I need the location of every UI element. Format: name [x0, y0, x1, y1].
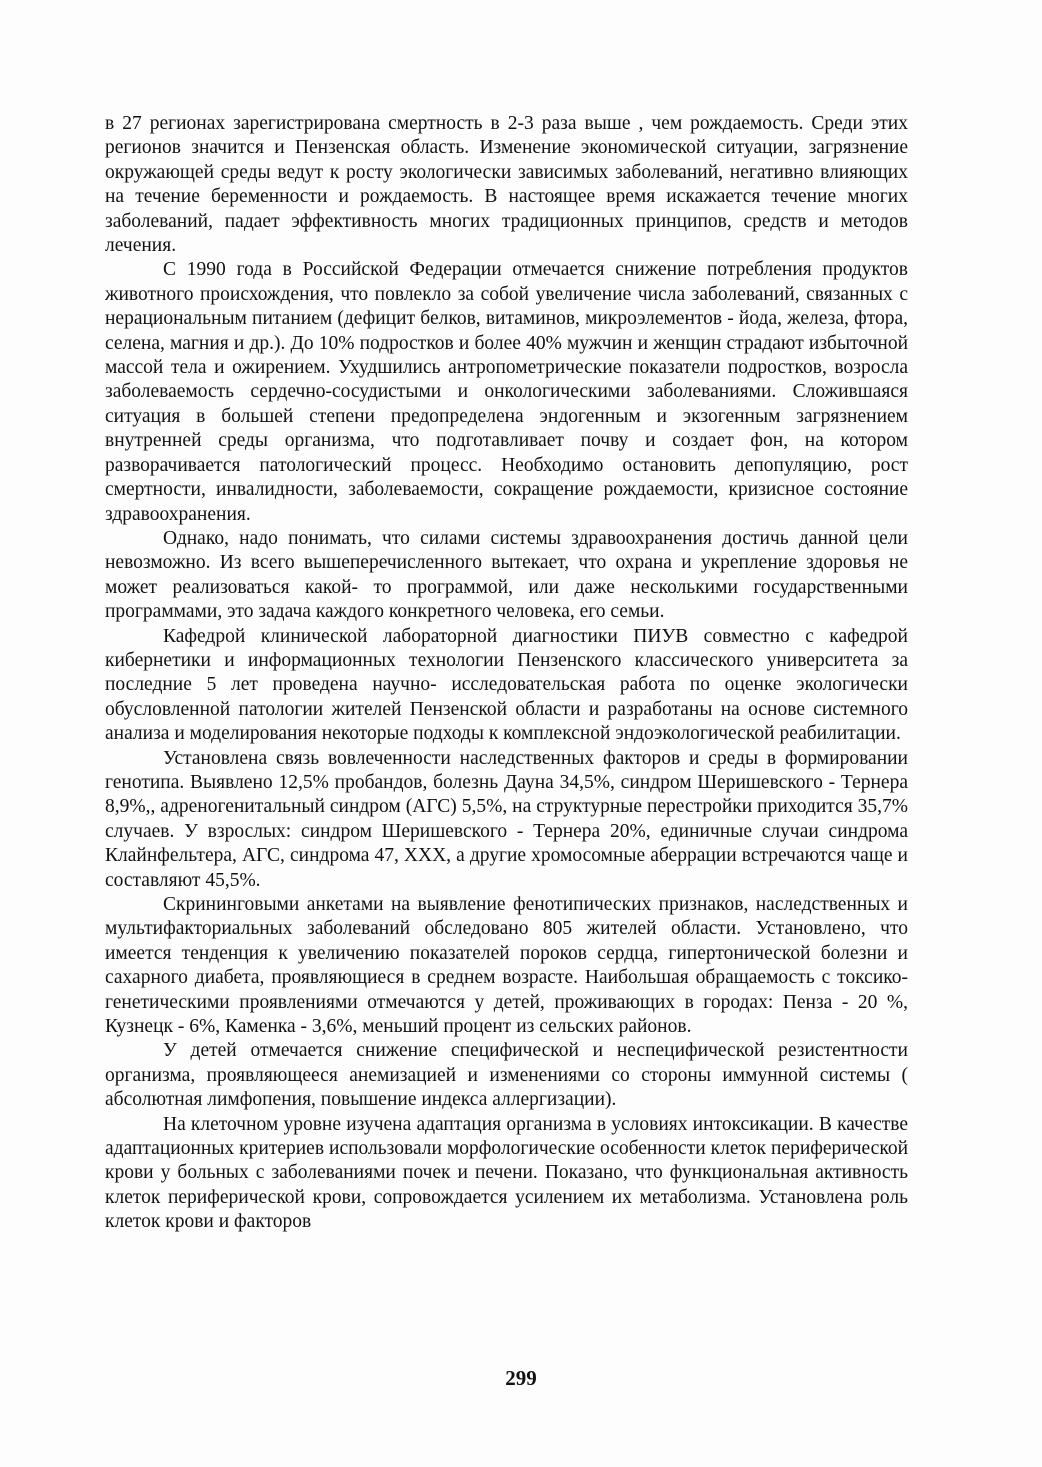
body-text	[105, 112, 908, 1235]
page-number: 299	[505, 1366, 537, 1390]
paragraph-research: Кафедрой клинической лабораторной диагностики ПИУВ совместно с кафедрой кибернетики и информационных технологии Пензенского классического университета за последние 5 лет проведена научно- исследовательская работа по оценке экологически обусловленной патологии жителей Пензенской области и разработаны на основе системного анализа и моделирования некоторые подходы к комплексной эндоэкологической реабилитации.	[105, 625, 908, 745]
paragraph-cellular-adaptation: На клеточном уровне изучена адаптация организма в условиях интоксикации. В качестве адаптационных критериев использовали морфологические особенности клеток периферической крови у больных с заболеваниями почек и печени. Показано, что функциональная активность клеток периферической крови, сопровождается усилением их метаболизма. Установлена роль клеток крови и факторов	[105, 1113, 908, 1233]
paragraph-healthcare-limits: Однако, надо понимать, что силами системы здравоохранения достичь данной цели невозможно. Из всего вышеперечисленного вытекает, что охрана и укрепление здоровья не может реализоваться какой- то программой, или даже несколькими государственными программами, это задача каждого конкретного человека, его семьи.	[105, 527, 908, 623]
paragraph-nutrition: С 1990 года в Российской Федерации отмечается снижение потребления продуктов животного происхождения, что повлекло за собой увеличение числа заболеваний, связанных с нерациональным питанием (дефицит белков, витаминов, микроэлементов - йода, железа, фтора, селена, магния и др.). До 10% подростков и более 40% мужчин и женщин страдают избыточной массой тела и ожирением. Ухудшились антропометрические показатели подростков, возросла заболеваемость сердечно-сосудистыми и онкологическими заболеваниями. Сложившаяся ситуация в большей степени предопределена эндогенным и экзогенным загрязнением внутренней среды организма, что подготавливает почву и создает фон, на котором разворачивается патологический процесс. Необходимо остановить депопуляцию, рост смертности, инвалидности, заболеваемости, сокращение рождаемости, кризисное состояние здравоохранения.	[105, 259, 908, 525]
paragraph-children-resistance: У детей отмечается снижение специфической и неспецифической резистентности организма, проявляющееся анемизацией и изменениями со стороны иммунной системы ( абсолютная лимфопения, повышение индекса аллергизации).	[105, 1040, 908, 1111]
paragraph-mortality: в 27 регионах зарегистрирована смертность в 2-3 раза выше , чем рождаемость. Среди этих регионов значится и Пензенская область. Изменение экономической ситуации, загрязнение окружающей среды ведут к росту экологически зависимых заболеваний, негативно влияющих на течение беременности и рождаемость. В настоящее время искажается течение многих заболеваний, падает эффективность многих традиционных принципов, средств и методов лечения.	[105, 113, 908, 257]
paragraph-genetics: Установлена связь вовлеченности наследственных факторов и среды в формировании генотипа. Выявлено 12,5% пробандов, болезнь Дауна 34,5%, синдром Шеришевского - Тернера 8,9%,, адреногенитальный синдром (АГС) 5,5%, на структурные перестройки приходится 35,7% случаев. У взрослых: синдром Шеришевского - Тернера 20%, единичные случаи синдрома Клайнфельтера, АГС, синдрома 47, XXX, а другие хромосомные аберрации встречаются чаще и составляют 45,5%.	[105, 747, 908, 891]
paragraph-screening: Скрининговыми анкетами на выявление фенотипических признаков, наследственных и мультифакториальных заболеваний обследовано 805 жителей области. Установлено, что имеется тенденция к увеличению показателей пороков сердца, гипертонической болезни и сахарного диабета, проявляющиеся в среднем возрасте. Наибольшая обращаемость с токсико-генетическими проявлениями отмечаются у детей, проживающих в городах: Пенза - 20 %, Кузнецк - 6%, Каменка - 3,6%, меньший процент из сельских районов.	[105, 894, 908, 1038]
